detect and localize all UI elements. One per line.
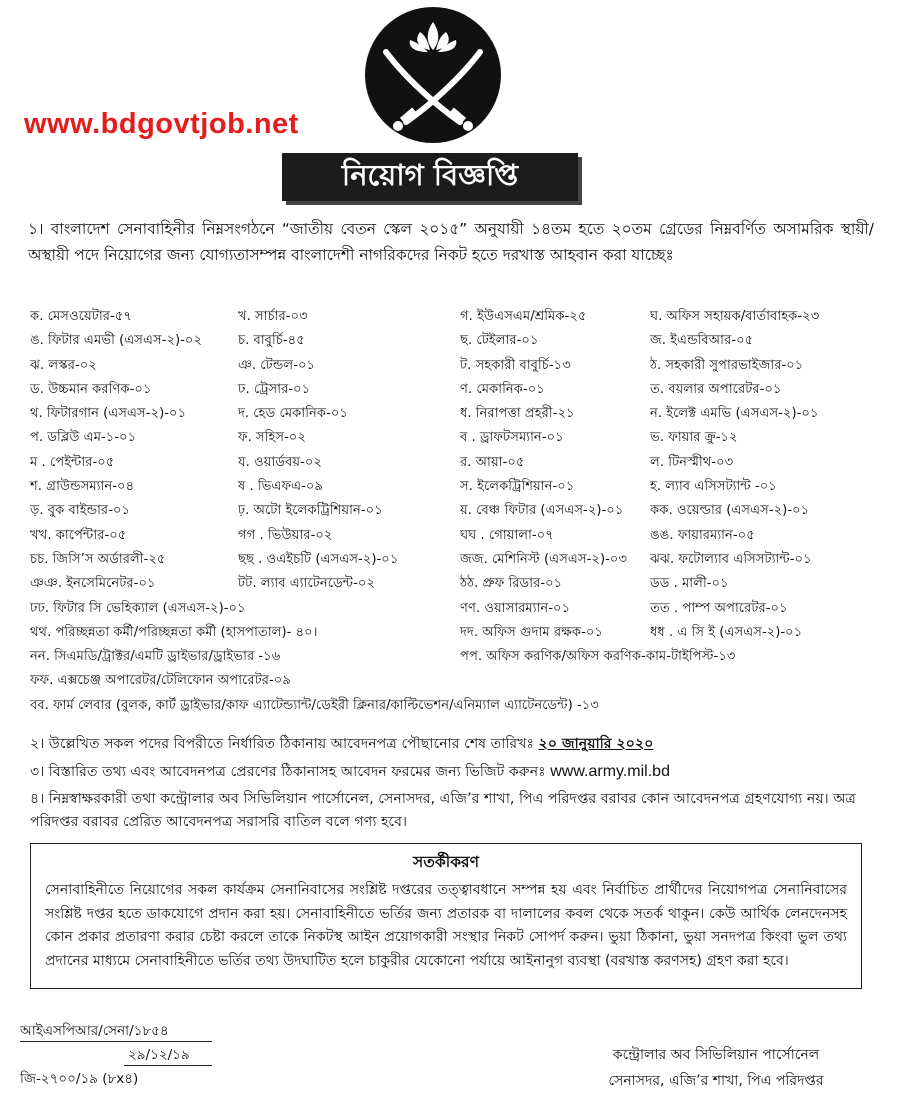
post-item: ঠ. সহকারী সুপারভাইজার-০১ bbox=[650, 357, 804, 373]
post-row bbox=[30, 427, 880, 451]
post-item: ল. টিনস্মীথ-০৩ bbox=[650, 454, 734, 470]
warning-box bbox=[30, 843, 862, 989]
note-deadline bbox=[30, 733, 876, 756]
post-item: ঘঘ . গোয়ালা-০৭ bbox=[460, 527, 554, 543]
signatory-block bbox=[566, 1042, 866, 1094]
army-website-link[interactable]: www.army.mil.bd bbox=[550, 763, 670, 780]
post-item: প. ডব্লিউ এম-১-০১ bbox=[30, 430, 137, 446]
post-item: ঞঞ. ইনসেমিনেটর-০১ bbox=[30, 576, 156, 592]
post-item: ডড . মালী-০১ bbox=[650, 576, 729, 592]
post-row bbox=[30, 355, 880, 379]
post-item: নন. সিএমডি/ট্রাক্টর/এমটি ড্রাইভার/ড্রাইভার -১৬ bbox=[30, 649, 281, 665]
post-item: ড. উচ্চমান করণিক-০১ bbox=[30, 381, 152, 397]
post-item: ধধ . এ সি ই (এসএস-২)-০১ bbox=[650, 624, 803, 640]
reference-underline bbox=[20, 1041, 212, 1042]
post-item: খখ. কার্পেন্টার-০৫ bbox=[30, 527, 127, 543]
post-item: ম . পেইন্টার-০৫ bbox=[30, 454, 115, 470]
post-item: ড়. বুক বাইন্ডার-০১ bbox=[30, 503, 131, 519]
post-row bbox=[30, 525, 880, 549]
post-item: জ. ইএন্ডবিআর-০৫ bbox=[650, 333, 754, 349]
post-item: ক. মেসওয়েটার-৫৭ bbox=[30, 309, 132, 324]
post-item: ত. বয়লার অপারেটর-০১ bbox=[650, 381, 782, 397]
post-item: তত . পাম্প অপারেটর-০১ bbox=[650, 600, 788, 616]
post-row bbox=[30, 306, 880, 330]
post-item: চ. বাবুর্চি-৪৫ bbox=[238, 333, 305, 349]
post-row bbox=[30, 330, 880, 354]
post-item: থ. ফিটারগান (এসএস-২)-০১ bbox=[30, 406, 187, 422]
post-item: জজ. মেশিনিস্ট (এসএস-২)-০৩ bbox=[460, 551, 628, 567]
army-emblem-icon bbox=[364, 6, 502, 144]
intro-paragraph: ১। বাংলাদেশ সেনাবাহিনীর নিম্নসংগঠনে “জাতীয় বেতন স্কেল ২০১৫” অনুযায়ী ১৪তম হতে ২০তম গ্রেডের নিম্নবর্ণিত অসামরিক স্থায়ী/অস্থায়ী পদে নিয়োগের জন্য যোগ্যতাসম্পন্ন বাংলাদেশী নাগরিকদের নিকট হতে দরখাস্ত আহবান করা যাচ্ছেঃ bbox=[28, 220, 874, 264]
post-row bbox=[30, 646, 880, 670]
date-underline bbox=[124, 1065, 212, 1066]
post-item: থথ. পরিচ্ছন্নতা কর্মী/পরিচ্ছন্নতা কর্মী (হাসপাতাল)- ৪০। bbox=[30, 624, 318, 640]
post-row bbox=[30, 500, 880, 524]
signatory-office: সেনাসদর, এজি’র শাখা, পিএ পরিদপ্তর bbox=[608, 1073, 824, 1089]
post-item: ধ. নিরাপত্তা প্রহরী-২১ bbox=[460, 406, 575, 422]
posts-list bbox=[30, 306, 880, 719]
post-item: গগ . ভিউয়ার-০২ bbox=[238, 527, 333, 543]
post-row bbox=[30, 403, 880, 427]
post-item: চচ. জিসি’স অর্ডারলী-২৫ bbox=[30, 551, 166, 567]
post-row bbox=[30, 695, 880, 719]
post-item: ট. সহকারী বাবুর্চি-১৩ bbox=[460, 357, 571, 373]
post-row bbox=[30, 598, 880, 622]
post-item: ছ. টেইলার-০১ bbox=[460, 333, 539, 349]
post-item: ব . ড্রাফটসম্যান-০১ bbox=[460, 430, 564, 446]
post-item: দদ. অফিস গুদাম রক্ষক-০১ bbox=[460, 624, 603, 640]
post-item: ঝঝ. ফটোল্যাব এসিসট্যান্ট-০১ bbox=[650, 551, 812, 567]
post-row bbox=[30, 670, 880, 694]
post-row bbox=[30, 476, 880, 500]
post-item: ঘ. অফিস সহায়ক/বার্তাবাহক-২৩ bbox=[650, 309, 820, 324]
post-item: ছছ . ওএইচটি (এসএস-২)-০১ bbox=[238, 551, 399, 567]
post-item: ঢঢ. ফিটার সি ভেহিক্যাল (এসএস-২)-০১ bbox=[30, 600, 246, 616]
post-item: স. ইলেকট্রিশিয়ান-০১ bbox=[460, 479, 575, 495]
post-item: ফ. সহিস-০২ bbox=[238, 430, 307, 446]
post-item: গ. ইউএসএম/শ্রমিক-২৫ bbox=[460, 309, 587, 324]
note-website bbox=[30, 760, 876, 784]
post-item: ঙ. ফিটার এমভী (এসএস-২)-০২ bbox=[30, 333, 203, 349]
notes-section bbox=[30, 733, 876, 838]
post-item: ঙঙ. ফায়ারম্যান-০৫ bbox=[650, 527, 755, 543]
post-item: পপ. অফিস করণিক/অফিস করণিক-কাম-টাইপিস্ট-১৩ bbox=[460, 649, 736, 665]
post-row bbox=[30, 549, 880, 573]
post-row bbox=[30, 379, 880, 403]
post-item: ফফ. এক্সচেঞ্জ অপারেটর/টেলিফোন অপারেটর-০৯ bbox=[30, 673, 291, 689]
post-item: ণণ. ওয়াসারম্যান-০১ bbox=[460, 600, 571, 616]
post-item: ঠঠ. প্রুফ রিডার-০১ bbox=[460, 576, 563, 592]
post-item: র. আয়া-০৫ bbox=[460, 454, 525, 470]
reference-number: আইএসপিআর/সেনা/১৮৫৪ bbox=[20, 1023, 169, 1039]
reference-code: জি-২৭০০/১৯ (৮x৪) bbox=[20, 1071, 139, 1087]
reference-date: ২৯/১২/১৯ bbox=[128, 1047, 190, 1063]
post-row bbox=[30, 573, 880, 597]
post-item: য. ওয়ার্ডবয়-০২ bbox=[238, 454, 323, 470]
post-item: ভ. ফায়ার ক্রু-১২ bbox=[650, 430, 738, 446]
post-item: ন. ইলেক্ট এমভি (এসএস-২)-০১ bbox=[650, 406, 819, 422]
post-item: ষ . ভিএফএ-০৯ bbox=[238, 479, 324, 495]
post-item: হ. ল্যাব এসিসট্যান্ট -০১ bbox=[650, 479, 777, 495]
signatory-title: কন্ট্রোলার অব সিভিলিয়ান পার্সোনেল bbox=[612, 1047, 820, 1063]
note-website-text: ৩। বিস্তারিত তথ্য এবং আবেদনপত্র প্রেরণের ঠিকানাসহ আবেদন ফরমের জন্য ভিজিট করুনঃ bbox=[30, 764, 551, 780]
note-deadline-text: ২। উল্লেখিত সকল পদের বিপরীতে নির্ধারিত ঠিকানায় আবেদনপত্র পৌছানোর শেষ তারিখঃ bbox=[30, 736, 539, 752]
post-item: ণ. মেকানিক-০১ bbox=[460, 381, 545, 397]
note-restriction: ৪। নিম্নস্বাক্ষরকারী তথা কন্ট্রোলার অব সিভিলিয়ান পার্সোনেল, সেনাসদর, এজি’র শাখা, পিএ পরিদপ্তর বরাবর কোন আবেদনপত্র গ্রহণযোগ্য নয়। অত্র পরিদপ্তর বরাবর প্রেরিত আবেদনপত্র সরাসরি বাতিল বলে গণ্য হবে। bbox=[30, 791, 856, 830]
post-item: ঢ. ট্রেসার-০১ bbox=[238, 381, 311, 397]
post-item: কক. ওয়েল্ডার (এসএস-২)-০১ bbox=[650, 503, 810, 519]
post-item: দ. হেড মেকানিক-০১ bbox=[238, 406, 348, 422]
post-item: শ. গ্রাউন্ডসম্যান-০৪ bbox=[30, 479, 135, 495]
post-item: বব. ফার্ম লেবার (বুলক, কার্ট ড্রাইভার/কাফ এ্যাটেন্ড্যান্ট/ডেইরী ক্লিনার/কাল্টিভেশন/এনিম্যাল এ্যাটেনডেন্ট) -১৩ bbox=[30, 697, 599, 713]
post-row bbox=[30, 622, 880, 646]
site-watermark[interactable]: www.bdgovtjob.net bbox=[24, 108, 299, 140]
post-item: য়. বেঞ্চ ফিটার (এসএস-২)-০১ bbox=[460, 503, 624, 519]
post-item: টট. ল্যাব এ্যাটেনডেন্ট-০২ bbox=[238, 576, 376, 592]
deadline-date: ২০ জানুয়ারি ২০২০ bbox=[538, 736, 654, 752]
page-title: নিয়োগ বিজ্ঞপ্তি bbox=[282, 153, 578, 201]
post-item: খ. সার্চার-০৩ bbox=[238, 309, 308, 324]
post-item: ঢ়. অটো ইলেকট্রিশিয়ান-০১ bbox=[238, 503, 383, 519]
post-item: ঞ. টেন্ডল-০১ bbox=[238, 357, 316, 373]
warning-text: সেনাবাহিনীতে নিয়োগের সকল কার্যক্রম সেনানিবাসের সংশ্লিষ্ট দপ্তরের তত্ত্বাবধানে সম্পন্ন হয় এবং নির্বাচিত প্রার্থীদের নিয়োগপত্র সেনানিবাসের সংশ্লিষ্ট দপ্তর হতে ডাকযোগে প্রদান করা হয়। সেনাবাহিনীতে ভর্তির জন্য প্রতারক বা দালালের কবল থেকে সতর্ক থাকুন। কেউ আর্থিক লেনদেনসহ কোন প্রকার প্রতারণা করার চেষ্টা করলে তাকে নিকটস্থ আইন প্রয়োগকারী সংস্থার নিকট সোপর্দ করুন। ভুয়া ঠিকানা, ভুয়া সনদপত্র কিংবা ভুল তথ্য প্রদানের মাধ্যমে সেনাবাহিনীতে ভর্তির তথ্য উদঘাটিত হলে চাকুরীর যেকোনো পর্যায়ে আইনানুগ ব্যবস্থা (বরখাস্ত করণসহ) গ্রহণ করা হবে। bbox=[45, 882, 847, 969]
post-row bbox=[30, 452, 880, 476]
post-item: ঝ. লস্কর-০২ bbox=[30, 357, 97, 373]
warning-title: সতর্কীকরণ bbox=[413, 853, 479, 871]
